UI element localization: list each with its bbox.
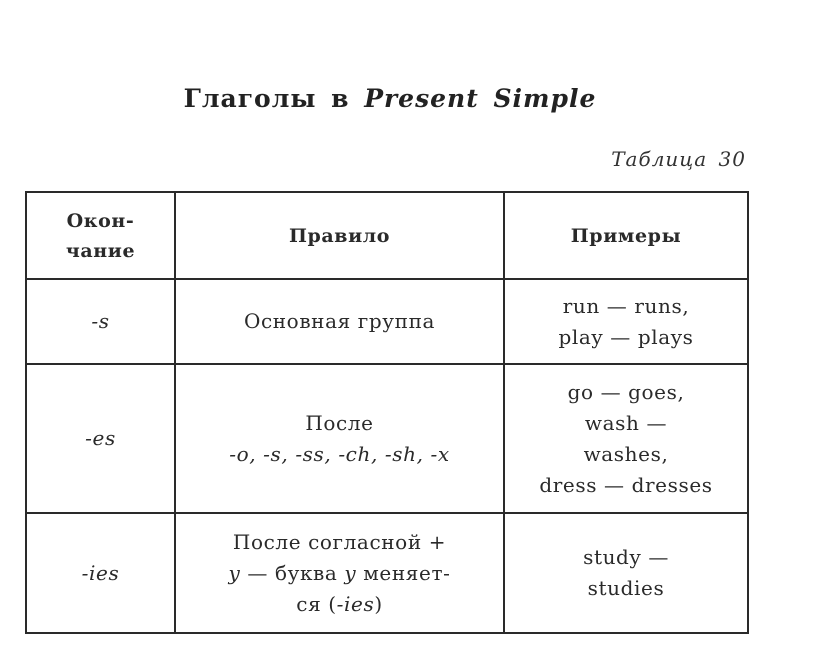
rule-line-endings: -o, -s, -ss, -ch, -sh, -x [229, 441, 450, 466]
example-line: study — [583, 545, 669, 569]
letter-y: y [228, 560, 241, 585]
table-row [26, 513, 748, 633]
page-title [0, 84, 780, 113]
examples-cell [504, 364, 748, 513]
ending-cell: -es [26, 364, 175, 513]
rule-text: — буква [240, 560, 345, 585]
example-line: dress — dresses [539, 472, 713, 497]
ending-cell: -ies [26, 513, 175, 633]
header-ending-line2: чание [65, 239, 136, 262]
examples-cell [504, 513, 748, 633]
rule-cell [175, 513, 504, 633]
example-line: studies [587, 576, 665, 600]
header-rule: Правило [175, 192, 504, 279]
example-line: run — runs, [562, 293, 690, 318]
table-label: Таблица 30 [611, 147, 746, 171]
header-ending [26, 192, 175, 279]
example-line: wash — [584, 410, 668, 435]
header-examples: Примеры [504, 192, 748, 279]
rule-line [182, 558, 497, 589]
rule-text: ) [374, 591, 383, 616]
rule-line: После [305, 410, 374, 435]
title-prefix: Глаголы в [183, 84, 350, 113]
rule-line: После согласной + [232, 529, 447, 554]
letter-y: y [344, 560, 357, 585]
rule-line: Основная группа [243, 309, 436, 333]
examples-cell [504, 279, 748, 364]
rule-cell [175, 364, 504, 513]
example-line: play — plays [558, 324, 694, 349]
rule-cell [175, 279, 504, 364]
table-header-row [26, 192, 748, 279]
ending-ies: -ies [336, 591, 375, 616]
example-line: go — goes, [567, 379, 685, 404]
table-row [26, 279, 748, 364]
ending-cell: -s [26, 279, 175, 364]
rule-line [182, 589, 497, 620]
present-simple-table [25, 191, 749, 634]
rule-text: меняет- [356, 560, 451, 585]
header-ending-line1: Окон- [66, 209, 135, 232]
table-row [26, 364, 748, 513]
example-line: washes, [583, 441, 669, 466]
title-italic: Present Simple [364, 84, 597, 113]
rule-text: ся ( [296, 591, 337, 616]
